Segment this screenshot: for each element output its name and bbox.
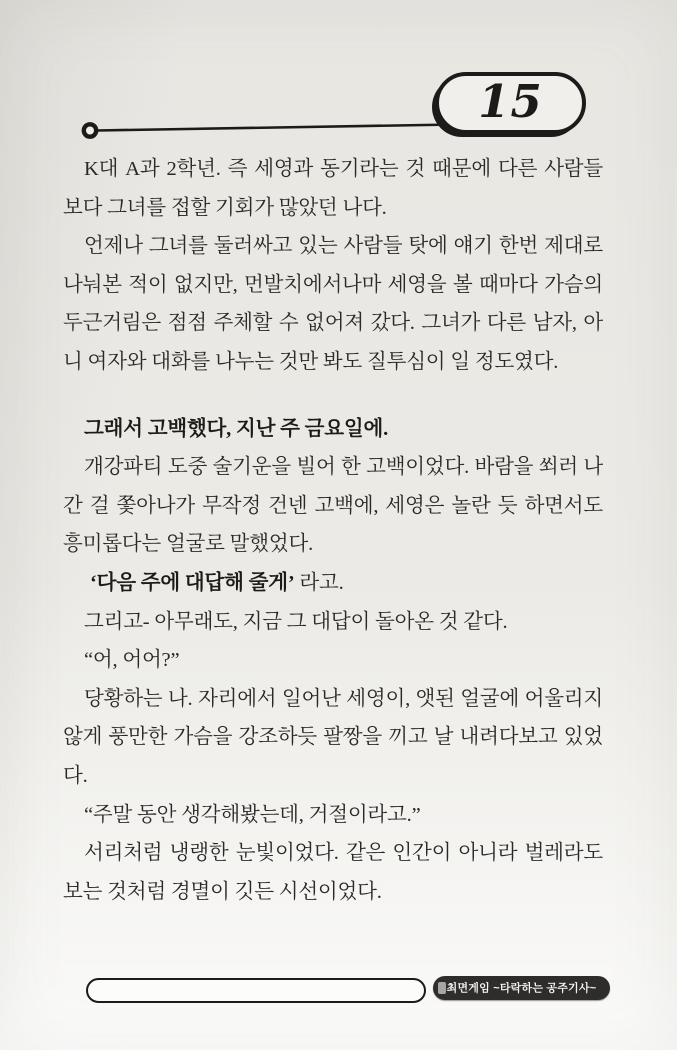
- paragraph: 그리고- 아무래도, 지금 그 대답이 돌아온 것 같다.: [84, 610, 508, 633]
- paragraph: 그래서 고백했다, 지난 주 금요일에.: [84, 417, 388, 440]
- page-number: 15: [478, 74, 543, 128]
- paragraph-segment: 라고.: [294, 571, 344, 594]
- paragraph: 당황하는 나. 자리에서 일어난 세영이, 앳된 얼굴에 어울리지 않게 풍만한 가슴을 강조하듯 팔짱을 끼고 날 내려다보고 있었다.: [63, 687, 603, 787]
- paragraph: “주말 동안 생각해봤는데, 거절이라고.”: [84, 803, 421, 826]
- paragraph: 언제나 그녀를 둘러싸고 있는 사람들 탓에 얘기 한번 제대로 나눠본 적이 없지만, 먼발치에서나마 세영을 볼 때마다 가슴의 두근거림은 점점 주체할 수 없어져 갔다. 그녀가 다른 남자, 아니 여자와 대화를 나누는 것만 봐도 질투심이 일 정도였다.: [63, 235, 603, 373]
- badge-notch: [438, 982, 446, 994]
- paragraph-segment-bold: ‘다음 주에 대답해 줄게’: [90, 571, 295, 594]
- paragraph: 서리처럼 냉랭한 눈빛이었다. 같은 인간이 아니라 벌레라도 보는 것처럼 경멸이 깃든 시선이었다.: [63, 842, 603, 903]
- paragraph-spacer: [63, 382, 603, 410]
- paragraph: 개강파티 도중 술기운을 빌어 한 고백이었다. 바람을 쐬러 나간 걸 쫓아나가 무작정 건넨 고백에, 세영은 놀란 듯 하면서도 흥미롭다는 얼굴로 말했었다.: [63, 456, 603, 556]
- series-title: 최면게임 ~타락하는 공주기사~: [446, 982, 597, 995]
- page-number-badge: [435, 72, 586, 134]
- paragraph: [63, 564, 603, 603]
- footer-blank-pill: [86, 978, 426, 1003]
- body-text: [63, 150, 603, 911]
- header-rule-line: [97, 125, 455, 131]
- paragraph: K대 A과 2학년. 즉 세영과 동기라는 것 때문에 다른 사람들보다 그녀를 접할 기회가 많았던 나다.: [63, 158, 603, 219]
- paragraph: “어, 어어?”: [84, 649, 180, 672]
- series-title-badge: [433, 976, 610, 1000]
- header-rule-end-ring-icon: [84, 124, 96, 136]
